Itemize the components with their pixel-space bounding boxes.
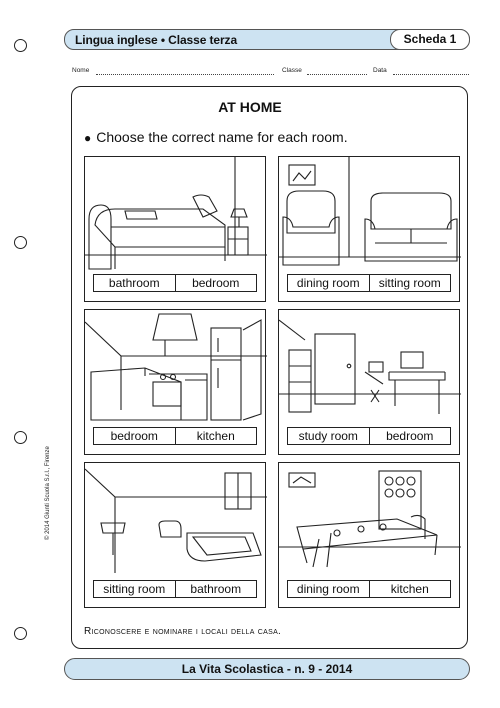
binder-hole-icon (14, 39, 27, 52)
room-panel-2 (278, 156, 460, 302)
worksheet-title: AT HOME (218, 99, 282, 115)
sheet-number-badge: Scheda 1 (390, 29, 470, 50)
option-dining-room[interactable]: dining room (296, 582, 360, 596)
date-field[interactable] (393, 74, 469, 75)
room-panel-5 (84, 462, 266, 608)
room-panel-6 (278, 462, 460, 608)
header-bar (64, 29, 470, 50)
option-kitchen[interactable]: kitchen (369, 581, 451, 597)
room-panel-1 (84, 156, 266, 302)
option-kitchen[interactable]: kitchen (175, 428, 257, 444)
date-label: Data (373, 67, 387, 74)
room-panel-3 (84, 309, 266, 455)
option-bedroom[interactable]: bedroom (175, 275, 257, 291)
answer-options (287, 580, 451, 598)
answer-options (93, 580, 257, 598)
option-bedroom[interactable]: bedroom (369, 428, 451, 444)
bullet-icon: ● (84, 131, 92, 145)
class-field[interactable] (307, 74, 367, 75)
binder-hole-icon (14, 627, 27, 640)
footer-bar (64, 658, 470, 680)
answer-options (93, 427, 257, 445)
room-panel-4 (278, 309, 460, 455)
binder-hole-icon (14, 431, 27, 444)
footer-text: La Vita Scolastica - n. 9 - 2014 (181, 662, 353, 676)
answer-options (287, 427, 451, 445)
option-dining-room[interactable]: dining room (296, 276, 360, 290)
subject-label: Lingua inglese • Classe terza (75, 33, 238, 47)
option-study-room[interactable]: study room (298, 429, 358, 443)
instruction-text: Choose the correct name for each room. (96, 129, 348, 145)
instruction (84, 129, 348, 145)
answer-options (287, 274, 451, 292)
option-bedroom[interactable]: bedroom (110, 429, 158, 443)
option-sitting-room[interactable]: sitting room (369, 275, 451, 291)
name-field[interactable] (96, 74, 274, 75)
binder-hole-icon (14, 236, 27, 249)
class-label: Classe (282, 67, 302, 74)
copyright-text: © 2014 Giunti Scuola S.r.l., Firenze (45, 446, 51, 540)
option-bathroom[interactable]: bathroom (108, 276, 160, 290)
answer-options (93, 274, 257, 292)
learning-objective: Riconoscere e nominare i locali della casa. (84, 626, 282, 637)
option-sitting-room[interactable]: sitting room (103, 582, 166, 596)
name-label: Nome (72, 67, 90, 74)
option-bathroom[interactable]: bathroom (175, 581, 257, 597)
